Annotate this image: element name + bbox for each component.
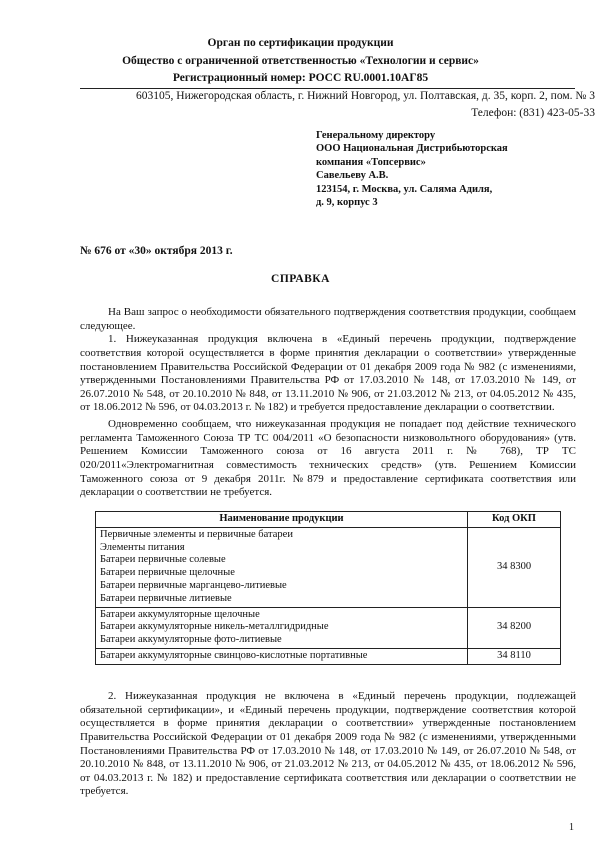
product-names-cell (96, 607, 468, 648)
org-name: Орган по сертификации продукции (207, 37, 394, 49)
recipient-block (316, 129, 586, 210)
company-phone: Телефон: (831) 423-05-33 (471, 107, 595, 119)
product-name: Батареи аккумуляторные никель-металлгидридные (100, 621, 329, 633)
document-title: СПРАВКА (271, 273, 330, 285)
product-names-cell (96, 527, 468, 607)
product-name: Первичные элементы и первичные батареи (100, 528, 293, 540)
table-row (96, 648, 561, 664)
page-number: 1 (569, 822, 574, 833)
product-names-cell (96, 648, 468, 664)
okp-code-cell: 34 8300 (468, 527, 561, 607)
body-bottom (80, 690, 576, 799)
paragraph-1: 1. Нижеуказанная продукция включена в «Единый перечень продукции, подтверждение соответствия которой осуществляется в форме принятия декларации о соответствии» утвержденные постановлением Правительства Российской Федерации от 01 декабря 2009 года № 982 (с изменениями, утвержденными Постановлениями Правительства РФ от 17.03.2010 № 148, от 17.03.2010 № 149, от 26.07.2010 № 548, от 20.10.2010 № 848, от 13.11.2010 № 906, от 21.03.2012 № 213, от 04.05.2012 № 435, от 18.06.2012 № 596, от 04.03.2013 г. № 182) и требуется предоставление декларации о соответствии. (80, 333, 576, 414)
product-name: Элементы питания (100, 541, 185, 553)
product-name: Батареи аккумуляторные свинцово-кислотные портативные (100, 649, 368, 661)
recipient-line: Генеральному директору (316, 130, 436, 141)
paragraph-3: 2. Нижеуказанная продукция не включена в «Единый перечень продукции, подлежащей обязательной сертификации», и «Единый перечень продукции, подтверждение соответствия которой осуществляется в форме принятия декларации о соответствии» утвержденные постановлением Правительства Российской Федерации от 01 декабря 2009 года № 982 (с изменениями, утвержденными Постановлениями Правительства РФ от 17.03.2010 № 148, от 17.03.2010 № 149, от 26.07.2010 № 548, от 20.10.2010 № 848, от 13.11.2010 № 906, от 21.03.2012 № 213, от 04.05.2012 № 435, от 18.06.2012 № 596, от 04.03.2013 г. № 182) и предоставление сертификата соответствия или декларации о соответствии не требуется. (80, 690, 576, 798)
company-name: Общество с ограниченной ответственностью «Технологии и сервис» (122, 55, 479, 67)
intro-paragraph: На Ваш запрос о необходимости обязательного подтверждения соответствия продукции, сообщаем следующее. (80, 306, 576, 332)
table-row (96, 527, 561, 607)
body-top (80, 306, 576, 500)
product-name: Батареи аккумуляторные фото-литиевые (100, 634, 282, 646)
okp-code-cell: 34 8110 (468, 648, 561, 664)
product-name: Батареи первичные солевые (100, 554, 226, 566)
table-row (96, 607, 561, 648)
column-header-code: Код ОКП (468, 512, 561, 528)
recipient-line: компания «Топсервис» (316, 156, 426, 168)
column-header-name: Наименование продукции (96, 512, 468, 528)
reference-number: № 676 от «30» октября 2013 г. (80, 245, 233, 257)
table-header-row (96, 512, 561, 528)
product-name: Батареи первичные литиевые (100, 592, 232, 604)
recipient-line: ООО Национальная Дистрибьюторская (316, 143, 508, 155)
product-name: Батареи аккумуляторные щелочные (100, 608, 260, 620)
recipient-line: 123154, г. Москва, ул. Саляма Адиля, (316, 183, 493, 195)
paragraph-2: Одновременно сообщаем, что нижеуказанная продукция не попадает под действие технического регламента Таможенного Союза ТР ТС 004/2011 «О безопасности низковольтного оборудования» (утв. Решением Комиссии Таможенного союза от 16 августа 2011 г. № 768), ТР ТС 020/2011«Электромагнитная совместимость технических средств» (утв. Решением Комиссии Таможенного союза от 9 декабря 2011г. №879 и предоставление сертификата соответствия или декларации о соответствии не требуется. (80, 418, 576, 499)
registration-number: Регистрационный номер: РОСС RU.0001.10АГ85 (172, 72, 429, 84)
product-name: Батареи первичные щелочные (100, 567, 235, 579)
recipient-line: Савельеву А.В. (316, 170, 389, 182)
product-table (95, 511, 561, 665)
okp-code-cell: 34 8200 (468, 607, 561, 648)
product-name: Батареи первичные марганцево-литиевые (100, 579, 287, 591)
recipient-line: д. 9, корпус 3 (316, 197, 378, 209)
company-address: 603105, Нижегородская область, г. Нижний Новгород, ул. Полтавская, д. 35, корп. 2, пом. № 3 (136, 90, 595, 102)
